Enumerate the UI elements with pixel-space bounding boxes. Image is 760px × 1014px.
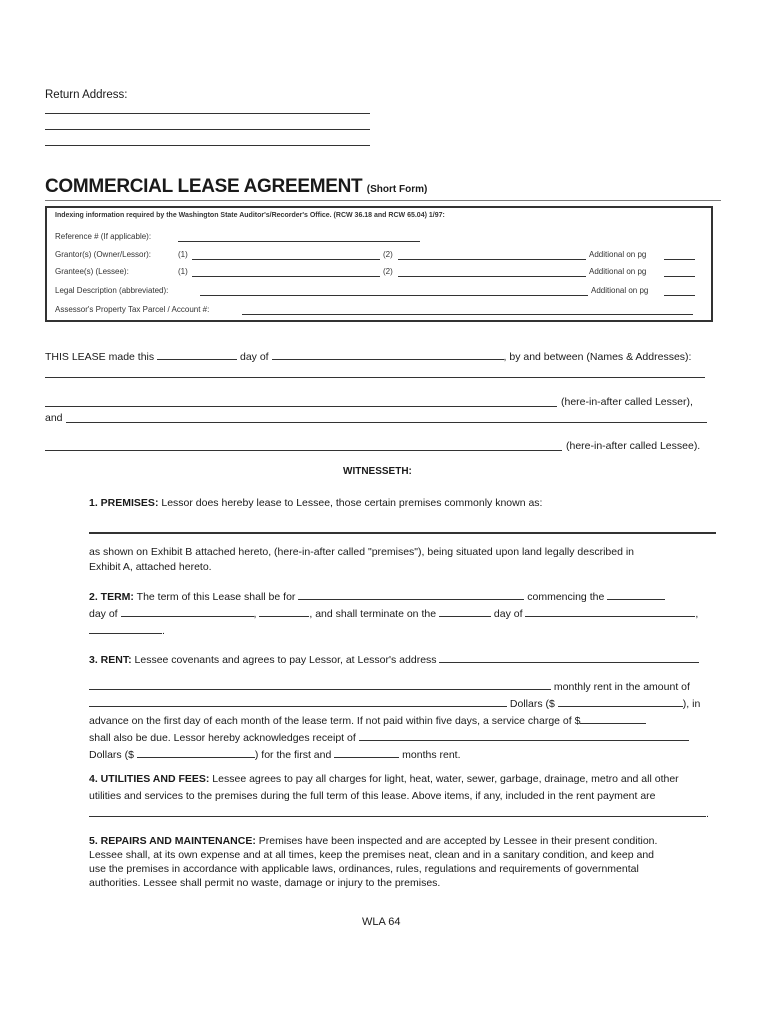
- premises-after-2: Exhibit A, attached hereto.: [89, 561, 212, 573]
- reference-row: [55, 232, 151, 241]
- rent-text-7: Dollars ($: [89, 749, 134, 761]
- repairs-line-4: authorities. Lessee shall permit no waste, damage or injury to the premises.: [89, 877, 441, 889]
- rent-text-4: ), in: [682, 698, 701, 710]
- rent-text-5: advance on the first day of each month of the lease term. If not paid within five days, a service charge of $: [89, 715, 581, 727]
- premises-clause: [89, 496, 542, 510]
- term-length-field[interactable]: [298, 589, 524, 600]
- rent-amount-number-field[interactable]: [558, 696, 683, 707]
- reference-label: Reference # (If applicable):: [55, 232, 152, 241]
- term-line-3: [89, 623, 165, 638]
- premises-field[interactable]: [89, 532, 716, 534]
- lessee-text: (here-in-after called Lessee).: [566, 440, 701, 452]
- rent-heading: 3. RENT:: [89, 654, 132, 666]
- premises-after-1: as shown on Exhibit B attached hereto, (here-in-after called "premises"), being situated upon land legally described in: [89, 546, 635, 558]
- rent-text-3: Dollars ($: [509, 698, 555, 710]
- utilities-period: .: [706, 808, 709, 820]
- index-header: Indexing information required by the Washington State Auditor's/Recorder's Office. (RCW 36.18 and RCW 65.04) 1/97:: [55, 212, 445, 219]
- term-start-year-field[interactable]: [259, 606, 309, 617]
- parcel-field[interactable]: [242, 314, 693, 315]
- term-end-month-field[interactable]: [525, 606, 695, 617]
- utilities-line-2: utilities and services to the premises during the full term of this lease. Above items, if any, included in the rent payment are: [89, 790, 656, 802]
- and-text: and: [45, 412, 63, 424]
- lessor-address-field[interactable]: [439, 652, 699, 663]
- receipt-amount-number-field[interactable]: [137, 747, 255, 758]
- rent-amount-words-field[interactable]: [89, 696, 507, 707]
- return-address-line-3[interactable]: [45, 145, 370, 146]
- return-address-line-1[interactable]: [45, 113, 370, 114]
- utilities-text-1: Lessee agrees to pay all charges for light, heat, water, sewer, garbage, drainage, metro and all other: [212, 773, 679, 785]
- lessee-name-line-2[interactable]: [45, 450, 562, 451]
- months-rent-field[interactable]: [334, 747, 399, 758]
- title-sub: (Short Form): [366, 184, 428, 195]
- title-rule: [45, 200, 721, 201]
- reference-field[interactable]: [178, 241, 420, 242]
- footer-form-number: WLA 64: [362, 916, 401, 928]
- premises-heading: 1. PREMISES:: [89, 497, 159, 509]
- rent-line-6: [89, 747, 461, 762]
- term-text-1: The term of this Lease shall be for: [136, 591, 296, 603]
- rent-line-4: [89, 713, 646, 728]
- premises-text: Lessor does hereby lease to Lessee, those certain premises commonly known as:: [161, 497, 543, 509]
- grantor-additional-label: Additional on pg: [589, 250, 647, 259]
- by-and-between-text: , by and between (Names & Addresses):: [503, 351, 692, 363]
- grantee-1-field[interactable]: [192, 276, 380, 277]
- legal-additional-label: Additional on pg: [591, 286, 649, 295]
- lessor-address-field-2[interactable]: [89, 679, 551, 690]
- repairs-line-3: use the premises in accordance with applicable laws, ordinances, rules, regulations and requirements of governmental: [89, 863, 639, 875]
- title-main: COMMERCIAL LEASE AGREEMENT: [45, 176, 363, 197]
- term-comma-2: ,: [695, 608, 699, 620]
- term-line-1: [89, 589, 665, 604]
- repairs-line-1: [89, 834, 657, 848]
- intro-line-1: [45, 349, 691, 364]
- lesser-name-line-1[interactable]: [45, 377, 705, 378]
- grantee-2-field[interactable]: [398, 276, 586, 277]
- rent-line-5: [89, 730, 689, 745]
- rent-line-1: [89, 652, 699, 667]
- grantee-2-label: (2): [383, 267, 393, 276]
- term-heading: 2. TERM:: [89, 591, 134, 603]
- term-text-6: day of: [493, 608, 523, 620]
- utilities-line-3: [89, 806, 709, 821]
- grantor-label: Grantor(s) (Owner/Lessor):: [55, 250, 152, 259]
- term-start-day-field[interactable]: [607, 589, 665, 600]
- repairs-line-2: Lessee shall, at its own expense and at all times, keep the premises neat, clean and in a sanitary condition, and keep and: [89, 849, 655, 861]
- legal-field[interactable]: [200, 295, 588, 296]
- lease-day-field[interactable]: [157, 349, 237, 360]
- rent-text-1: Lessee covenants and agrees to pay Lessor, at Lessor's address: [134, 654, 437, 666]
- grantor-2-field[interactable]: [398, 259, 586, 260]
- utilities-heading: 4. UTILITIES AND FEES:: [89, 773, 210, 785]
- term-comma-1: ,: [253, 608, 257, 620]
- grantee-label: Grantee(s) (Lessee):: [55, 267, 129, 276]
- grantee-additional-label: Additional on pg: [589, 267, 647, 276]
- service-charge-field[interactable]: [580, 713, 646, 724]
- grantor-2-label: (2): [383, 250, 393, 259]
- parcel-label: Assessor's Property Tax Parcel / Account #:: [55, 305, 210, 314]
- repairs-heading: 5. REPAIRS AND MAINTENANCE:: [89, 835, 256, 847]
- grantor-additional-field[interactable]: [664, 259, 695, 260]
- lessee-name-line-1[interactable]: [66, 422, 707, 423]
- term-end-year-field[interactable]: [89, 623, 162, 634]
- term-line-2: [89, 606, 698, 621]
- return-address-line-2[interactable]: [45, 129, 370, 130]
- made-this-text: THIS LEASE made this: [45, 351, 155, 363]
- utilities-line-1: [89, 772, 679, 786]
- receipt-amount-words-field[interactable]: [359, 730, 689, 741]
- rent-text-9: months rent.: [402, 749, 461, 761]
- term-text-3: day of: [89, 608, 118, 620]
- rent-text-2: monthly rent in the amount of: [553, 681, 690, 693]
- term-end-day-field[interactable]: [439, 606, 491, 617]
- term-start-month-field[interactable]: [121, 606, 254, 617]
- rent-line-3: [89, 696, 700, 711]
- legal-additional-field[interactable]: [664, 295, 695, 296]
- grantor-1-label: (1): [178, 250, 188, 259]
- lease-month-field[interactable]: [272, 349, 504, 360]
- term-text-5: , and shall terminate on the: [309, 608, 437, 620]
- term-period: .: [162, 625, 165, 637]
- witnesseth-heading: WITNESSETH:: [343, 466, 412, 477]
- grantee-additional-field[interactable]: [664, 276, 695, 277]
- document-title: [45, 176, 427, 198]
- term-text-2: commencing the: [527, 591, 605, 603]
- repairs-text-1: Premises have been inspected and are accepted by Lessee in their present condition.: [258, 835, 658, 847]
- return-address-label: Return Address:: [45, 89, 128, 101]
- utilities-included-field[interactable]: [89, 806, 706, 817]
- rent-line-2: [89, 679, 690, 694]
- rent-text-8: ) for the first and: [254, 749, 332, 761]
- lesser-text: (here-in-after called Lesser),: [561, 396, 693, 408]
- grantor-1-field[interactable]: [192, 259, 380, 260]
- grantee-1-label: (1): [178, 267, 188, 276]
- rent-text-6: shall also be due. Lessor hereby acknowledges receipt of: [89, 732, 356, 744]
- day-of-text: day of: [239, 351, 269, 363]
- lesser-name-line-2[interactable]: [45, 406, 557, 407]
- legal-label: Legal Description (abbreviated):: [55, 286, 169, 295]
